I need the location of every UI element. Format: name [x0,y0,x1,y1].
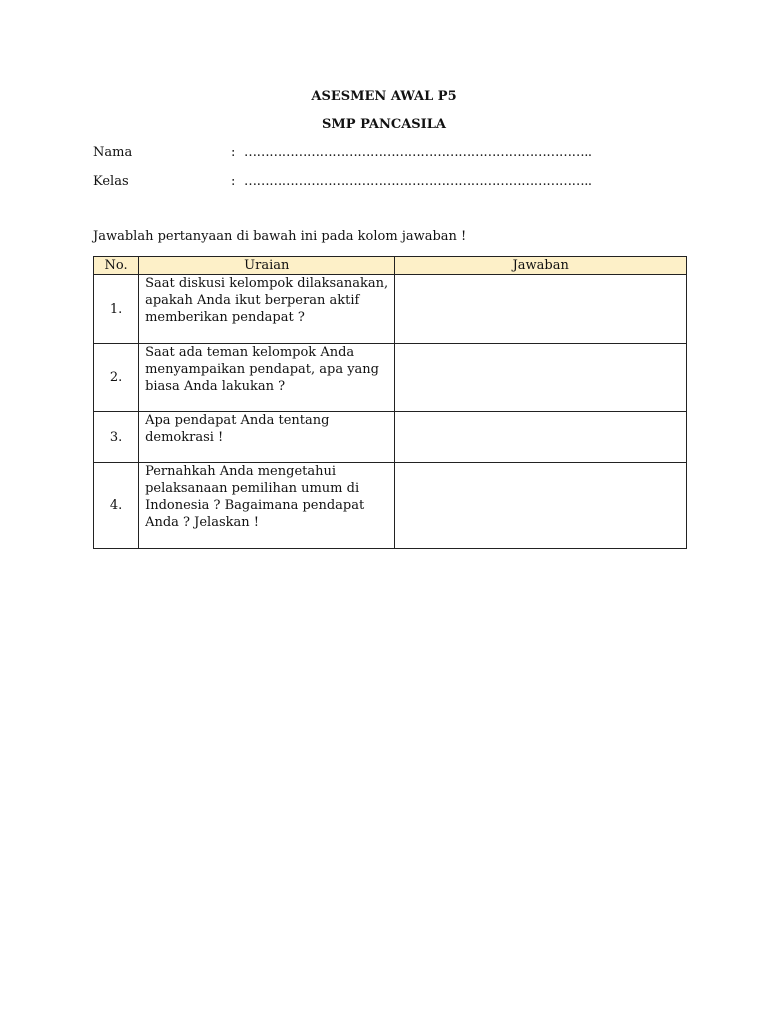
table-header-row [94,257,687,275]
row-question: Saat diskusi kelompok dilaksanakan, apakah Anda ikut berperan aktif memberikan pendapat ? [139,275,395,344]
table-row [94,275,687,344]
document-subtitle: SMP PANCASILA [321,117,446,132]
table-row [94,412,687,463]
row-question: Saat ada teman kelompok Anda menyampaikan pendapat, apa yang biasa Anda lakukan ? [139,344,395,412]
row-number: 1. [94,275,139,344]
row-answer-cell[interactable] [395,463,687,549]
field-kelas-label: Kelas [93,174,129,189]
row-number: 4. [94,463,139,549]
row-question: Pernahkah Anda mengetahui pelaksanaan pemilihan umum di Indonesia ? Bagaimana pendapat Anda ? Jelaskan ! [139,463,395,549]
header-jawaban: Jawaban [395,257,687,275]
table-row [94,463,687,549]
field-kelas-colon: : [231,174,236,189]
field-nama-blank[interactable]: ……………………………………………………………………….. [244,145,592,160]
field-nama [93,145,593,163]
row-number: 3. [94,412,139,463]
row-answer-cell[interactable] [395,412,687,463]
field-nama-label: Nama [93,145,133,160]
field-nama-colon: : [231,145,236,160]
instruction-text: Jawablah pertanyaan di bawah ini pada kolom jawaban ! [93,229,467,244]
row-answer-cell[interactable] [395,344,687,412]
row-question: Apa pendapat Anda tentang demokrasi ! [139,412,395,463]
field-kelas-blank[interactable]: ……………………………………………………………………….. [244,174,592,189]
header-uraian: Uraian [139,257,395,275]
row-answer-cell[interactable] [395,275,687,344]
question-table [93,256,687,549]
row-number: 2. [94,344,139,412]
header-no: No. [94,257,139,275]
field-kelas [93,174,593,192]
document-title: ASESMEN AWAL P5 [311,89,457,104]
table-row [94,344,687,412]
